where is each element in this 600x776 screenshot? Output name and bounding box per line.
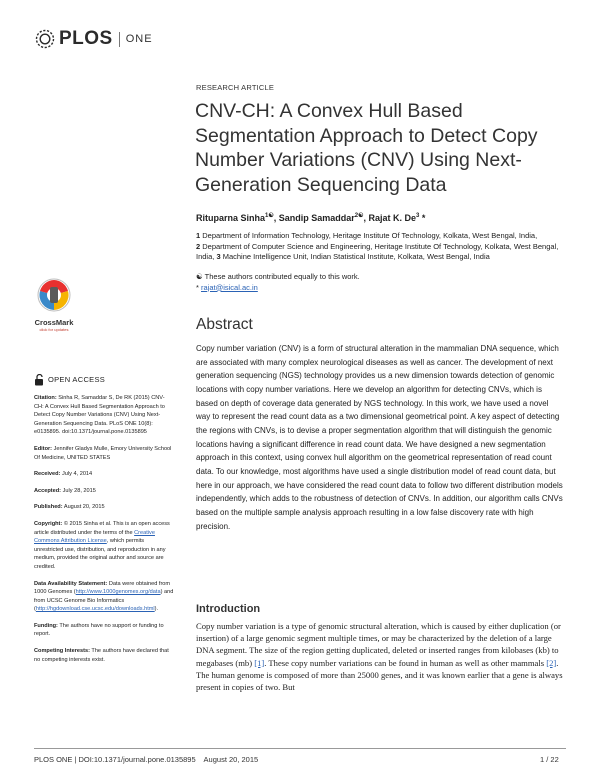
author-notes: [196, 272, 360, 293]
funding-block: [34, 622, 174, 639]
author-1-affil: 1☯: [265, 213, 274, 219]
author-separator: ,: [363, 213, 369, 223]
author-2: Sandip Samaddar: [278, 213, 355, 223]
crossmark-icon: [37, 278, 71, 312]
article-type: RESEARCH ARTICLE: [196, 83, 275, 92]
author-separator: ,: [273, 213, 279, 223]
footer-citation: PLOS ONE | DOI:10.1371/journal.pone.0135895 August 20, 2015: [34, 755, 259, 764]
funding-label: Funding:: [34, 622, 58, 629]
received-label: Received:: [34, 471, 61, 478]
corresponding-author-note: [196, 283, 360, 294]
data-availability-text: Data were obtained from 1000 Genomes (: [34, 580, 171, 596]
data-availability-text-end: ).: [154, 606, 159, 613]
received-block: [34, 470, 174, 479]
page-number: 1 / 22: [540, 755, 559, 764]
intro-text-2: . These copy number variations can be found in human as well as other mammals: [264, 657, 547, 668]
article-title: CNV-CH: A Convex Hull Based Segmentation Approach to Detect Copy Number Variations (CNV) Using Next-Generation Sequencing Data: [195, 100, 538, 196]
journal-section: ONE: [125, 33, 153, 45]
copyright-block: [34, 520, 174, 572]
copyright-label: Copyright:: [34, 520, 63, 527]
intro-text-1: Copy number variation is a type of genomic structural alteration, which is caused by either duplication (or insertion) of a large genomic segment multiple times, or may be characterized by the deletion of a large DNA segment. The size of the region getting duplicated, deleted or inserted ranges from kilobases (kb) to megabases (mb): [196, 621, 561, 668]
corresponding-star: *: [196, 282, 202, 292]
received-date: July 4, 2014: [60, 471, 93, 478]
affiliation-number: 2: [196, 241, 201, 251]
equal-contribution-note: ☯ These authors contributed equally to this work.: [196, 272, 360, 281]
affiliations: [196, 231, 566, 263]
competing-interests-text: The authors have declared that no competing interests exist.: [34, 648, 169, 663]
copyright-text: © 2015 Sinha et al. This is an open access article distributed under the terms of the: [34, 520, 170, 536]
article-info-sidebar: [34, 374, 174, 672]
journal-name: PLOS: [59, 28, 113, 49]
data-availability-block: [34, 580, 174, 614]
data-availability-label: Data Availability Statement:: [34, 580, 108, 587]
intro-text-3: . The human genome is composed of more than 25000 genes, and it was known earlier that a gene is always present in copies of two. But: [196, 657, 563, 693]
accepted-label: Accepted:: [34, 487, 62, 494]
crossmark-label: CrossMark: [34, 318, 74, 327]
affiliation-number: 1: [196, 231, 201, 240]
author-3-affil: 3: [416, 213, 420, 219]
copyright-text-end: , which permits unrestricted use, distribution, and reproduction in any medium, provided the original author and source are credited.: [34, 538, 166, 570]
author-1: Rituparna Sinha: [196, 213, 266, 223]
plos-one-logo[interactable]: [34, 28, 153, 50]
published-label: Published:: [34, 504, 63, 511]
open-lock-icon: [34, 374, 44, 386]
logo-divider: [119, 32, 120, 47]
affiliation-text: Machine Intelligence Unit, Indian Statistical Institute, Kolkata, West Bengal, India: [220, 252, 490, 261]
abstract-text: Copy number variation (CNV) is a form of structural alteration in the mammalian DNA sequence, which are associated with many complex neurological diseases as well as cancer. The development of next generation sequencing (NGS) technology provides us a new dimension towards detection of genomic locations with copy number variations. Here we develop an algorithm for detecting CNVs, which is based on depth of coverage data generated by NGS technology. In this work, we have used a novel way to represent the read count data as a two dimensional geometrical point. A key aspect of detecting the regions with CNVs, is to devise a proper segmentation algorithm that will distinguish the genomic locations having a significant difference in read count data. We have designed a new segmentation approach in this context, using convex hull algorithm on the geometrical representation of read count data. To our knowledge, most algorithms have used a single distribution model of read count data, but here in our approach, we have considered the read count data to follow two different distribution models independently, which adds to the robustness of detection of CNVs. In addition, our algorithm calls CNVs based on the multiple sample analysis approach resulting in a low false discovery rate with high precision.: [196, 344, 563, 531]
open-access-label: OPEN ACCESS: [48, 374, 106, 384]
competing-interests-block: [34, 647, 174, 664]
ucsc-link[interactable]: http://hgdownload.cse.ucsc.edu/downloads.html: [35, 606, 155, 613]
affiliation-2-3: [196, 242, 566, 263]
plos-logo-icon: [34, 28, 56, 50]
crossmark-badge[interactable]: [34, 278, 74, 332]
accepted-date: July 28, 2015: [61, 487, 96, 494]
genomes-link[interactable]: http://www.1000genomes.org/data: [75, 589, 161, 596]
open-access-badge: [34, 374, 174, 386]
citation-block: [34, 394, 174, 437]
crossmark-subtext: click for updates: [39, 327, 69, 332]
license-link[interactable]: Creative Commons Attribution License: [34, 529, 155, 545]
published-date: August 20, 2015: [62, 504, 105, 511]
affiliation-text: Department of Computer Science and Engineering, Heritage Institute Of Technology, Kolkata, West Bengal, India,: [196, 241, 559, 261]
introduction-heading: Introduction: [196, 603, 261, 615]
published-block: [34, 503, 174, 512]
citation-text: Sinha R, Samaddar S, De RK (2015) CNV-CH: A Convex Hull Based Segmentation Approach to Detect Copy Number Variations (CNV) Using Next-Generation Sequencing Data. PLoS ONE 10(8): e0135895. doi:10.1371/journal.pone.0135895: [34, 395, 165, 436]
reference-link-1[interactable]: [1]: [254, 657, 265, 668]
citation-label: Citation:: [34, 395, 57, 401]
affiliation-number: 3: [216, 252, 221, 261]
author-2-affil: 2☯: [354, 213, 364, 219]
abstract-heading: Abstract: [196, 316, 253, 333]
author-3: Rajat K. De: [368, 213, 417, 223]
editor-label: Editor:: [34, 445, 53, 452]
author-list: [196, 212, 425, 223]
footer-divider: [34, 748, 566, 749]
corresponding-marker: *: [419, 213, 426, 223]
data-availability-text-mid: ) and from UCSC Genome Bio Informatics (: [34, 589, 174, 613]
accepted-block: [34, 487, 174, 496]
affiliation-text: Department of Information Technology, Heritage Institute Of Technology, Kolkata, West Bengal, India,: [200, 231, 538, 240]
introduction-text: [196, 620, 564, 693]
reference-link-2[interactable]: [2]: [546, 657, 557, 668]
affiliation-1: [196, 231, 566, 242]
editor-block: [34, 445, 174, 462]
corresponding-email-link[interactable]: rajat@isical.ac.in: [201, 282, 258, 292]
funding-text: The authors have no support or funding to report.: [34, 622, 164, 638]
editor-text: Jennifer Gladys Mulle, Emory University School Of Medicine, UNITED STATES: [34, 445, 172, 461]
competing-interests-label: Competing Interests:: [34, 648, 90, 655]
